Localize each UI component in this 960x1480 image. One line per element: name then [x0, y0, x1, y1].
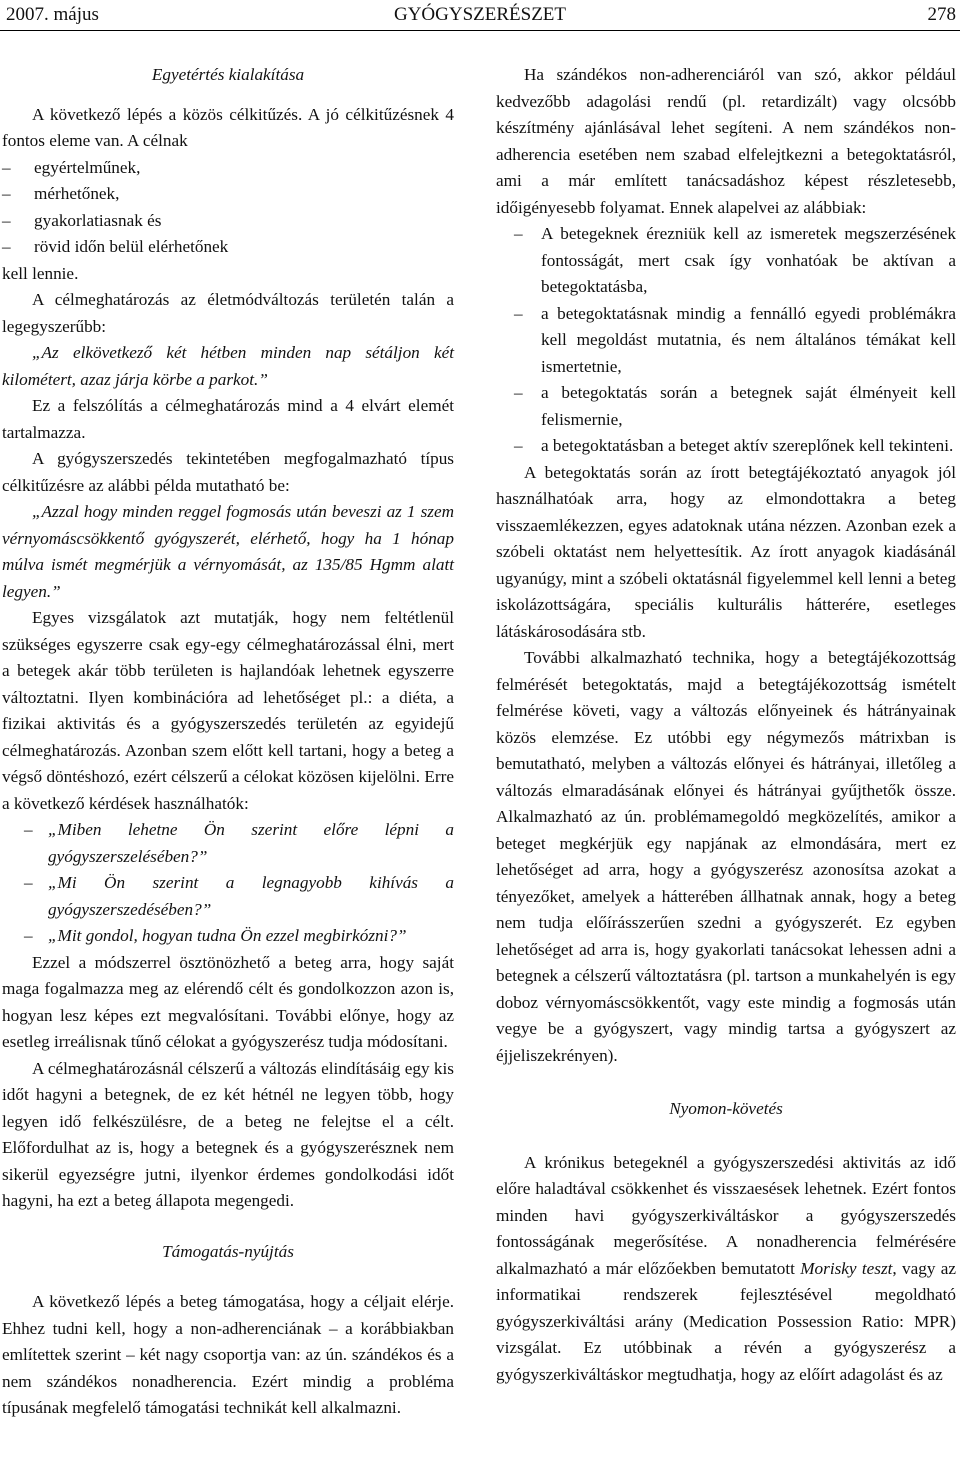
section-title-tamogatas: Támogatás-nyújtás: [162, 1241, 294, 1261]
paragraph: kell lennie.: [2, 263, 79, 283]
list-item: – mérhetőnek,: [2, 181, 454, 208]
header-date: 2007. május: [6, 4, 99, 25]
page-header: [0, 0, 960, 31]
quote: „Azzal hogy minden reggel fogmosás után beveszi az 1 szem vérnyomáscsökkentő gyógyszerét, elérhető, hogy ha 1 hónap múlva ismét megmérjük a vérnyomását, az 135/85 Hgmm alatt legyen.”: [2, 502, 454, 601]
list-item: – rövid időn belül elérhetőnek: [2, 234, 454, 261]
goal-criteria-list: [2, 155, 454, 261]
paragraph: Ha szándékos non-adherenciáról van szó, akkor például kedvezőbb adagolási rendű (pl. retardizált) vagy olcsóbb készítmény ajánlásával lehet segíteni. A nem szándékos non-adherencia esetében nem szabad elfelejtkezni a betegoktatásról, ami a már említett tanácsadáshoz képest részletesebb, időigényesebb folyamat. Ennek alapelvei az alábbiak:: [496, 65, 956, 217]
paragraph: A gyógyszerszedés tekintetében megfogalmazható típus célkitűzésre az alábbi példa mutatható be:: [2, 449, 454, 495]
header-journal-title: GYÓGYSZERÉSZET: [393, 4, 567, 25]
paragraph: [496, 1150, 956, 1389]
paragraph: További alkalmazható technika, hogy a betegtájékozottság felmérését betegoktatás, majd a betegtájékozottság ismételt felmérése követi, vagy a változás előnyeinek és hátrányainak közös elemzése. Ez utóbbi egy négymezős mátrixban is bemutatható, melyben a változás előnyei és hátrányai, illetőleg a változás elmaradásának előnyei és hátrányai gyűjthetők össze. Alkalmazható az ún. problémamegoldó megközelítés, amikor a beteget megkérjük egy napjának az elmondására, mert ez lehetőséget ad arra, hogy a gyógyszerész azonosítsa azokat a tényezőket, amelyek a hátterében állhatnak annak, hogy a beteg nem tudja előírásszerűen szedni a gyógyszerét. Ez egyben lehetőséget ad arra is, hogy gyakorlati tanácsokat lehessen adni a betegnek a célszerű változtatásra (pl. tartson a munkahelyén is egy doboz vérnyomáscsökkentőt, vagy este mindig a fogmosás után vegye be a gyógyszert, vagy mindig tartsa a gyógyszert az éjjeliszekrényen).: [496, 648, 956, 1065]
section-title-nyomon-kovetes: Nyomon-követés: [669, 1099, 783, 1118]
paragraph: Egyes vizsgálatok azt mutatják, hogy nem feltétlenül szükséges egyszerre csak egy-egy célmeghatározással élni, mert a betegek akár több területen is hajlandóak lehetnek egyszerre változtatni. Ilyen kombinációra ad lehetőséget pl.: a diéta, a fizikai aktivitás és a gyógyszerszedés területén az egyidejű célmeghatározás. Azonban szem előtt kell tartani, hogy a beteg a végső döntéshozó, ezért célszerű a célokat közösen kijelölni. Erre a következő kérdések használhatók:: [2, 608, 454, 813]
paragraph: A betegoktatás során az írott betegtájékoztató anyagok jól használhatóak arra, hogy az elmondottakra a beteg visszaemlékezzen, egyes adatoknak utána nézzen. Azonban ezek a szóbeli oktatást nem helyettesítik. Az írott anyagok kiadásánál ugyanúgy, mint a szóbeli oktatásnál figyelemmel kell lenni a beteg iskolázottságára, speciális kulturális hátterére, esetleges látáskárosodására stb.: [496, 462, 956, 641]
morisky-test-term: Morisky teszt: [800, 1258, 893, 1278]
text-run: A krónikus betegeknél a gyógyszerszedési aktivitás az idő előre haladtával csökkenhet és visszaesések lehetnek. Ezért fontos minden havi gyógyszerkiváltáskor a gyógyszerszedés fontosságának megerősítése. A nonadherencia felmérésére alkalmazható a már előzőekben bemutatott: [496, 1152, 956, 1278]
list-item: – a betegoktatás során a betegnek saját élményeit kell felismernie,: [496, 380, 956, 433]
paragraph: Ezzel a módszerrel ösztönözhető a beteg arra, hogy saját maga fogalmazza meg az elérendő célt és gondolkozzon azon is, hogyan lesz képes ezt megvalósítani. További előnye, hogy az esetleg irreálisnak tűnő célokat a gyógyszerész tudja módosítani.: [2, 952, 454, 1051]
list-item: – a betegoktatásnak mindig a fennálló egyedi problémákra kell megoldást mutatnia, és nem általános témákat kell ismertetnie,: [496, 301, 956, 381]
quote: „Az elkövetkező két hétben minden nap sétáljon két kilométert, azaz járja körbe a parkot.”: [2, 343, 454, 389]
list-item: – „Mi Ön szerint a legnagyobb kihívás a gyógyszerszedésében?”: [2, 870, 454, 923]
list-item: – gyakorlatiasnak és: [2, 208, 454, 235]
list-item: – A betegeknek érezniük kell az ismeretek megszerzésének fontosságát, mert csak így vonhatóak be aktívan a betegoktatásba,: [496, 221, 956, 301]
list-item: – a betegoktatásban a beteget aktív szereplőnek kell tekinteni.: [496, 433, 956, 460]
paragraph: A következő lépés a közös célkitűzés. A jó célkitűzésnek 4 fontos eleme van. A célnak: [2, 104, 454, 150]
list-item: – „Mit gondol, hogyan tudna Ön ezzel megbirkózni?”: [2, 923, 454, 950]
section-title-egyetertes: Egyetértés kialakítása: [151, 65, 305, 84]
question-list: [2, 817, 454, 950]
paragraph: A következő lépés a beteg támogatása, hogy a céljait elérje. Ehhez tudni kell, hogy a non-adherenciának – a korábbiakban említettek szerint – két nagy csoportja van: az ún. szándékos és a nem szándékos nonadherencia. Ezért mindig a probléma típusának megfelelő támogatási technikát kell alkalmazni.: [2, 1292, 454, 1417]
header-page-number: 278: [927, 4, 956, 25]
text-run: , vagy az informatikai rendszerek fejlesztésével megoldható gyógyszerkiváltási arány (Medication Possession Ratio: MPR) vizsgálat. Ez utóbbinak a révén a gyógyszerész a gyógyszerkiváltáskor megtudhatja, hogy az előírt adagolást és az: [496, 1258, 956, 1384]
list-item: – egyértelműnek,: [2, 155, 454, 182]
paragraph: Ez a felszólítás a célmeghatározás mind a 4 elvárt elemét tartalmazza.: [2, 396, 454, 442]
education-principles-list: [496, 221, 956, 460]
right-column: [496, 62, 956, 1388]
list-item: – „Miben lehetne Ön szerint előre lépni a gyógyszerszelésében?”: [2, 817, 454, 870]
paragraph: A célmeghatározásnál célszerű a változás elindításáig egy kis időt hagyni a betegnek, de ez két hétnél ne legyen több, hogy legyen idő felkészülésre, de a beteg ne felejtse el a célt. Előfordulhat az is, hogy a betegnek és a gyógyszerésznek nem sikerül egyezségre jutni, ilyenkor érdemes gondolkodási időt hagyni, ha ezt a beteg állapota megengedi.: [2, 1058, 454, 1210]
left-column: [2, 62, 454, 1422]
paragraph: A célmeghatározás az életmódváltozás területén talán a legegyszerűbb:: [2, 290, 454, 336]
